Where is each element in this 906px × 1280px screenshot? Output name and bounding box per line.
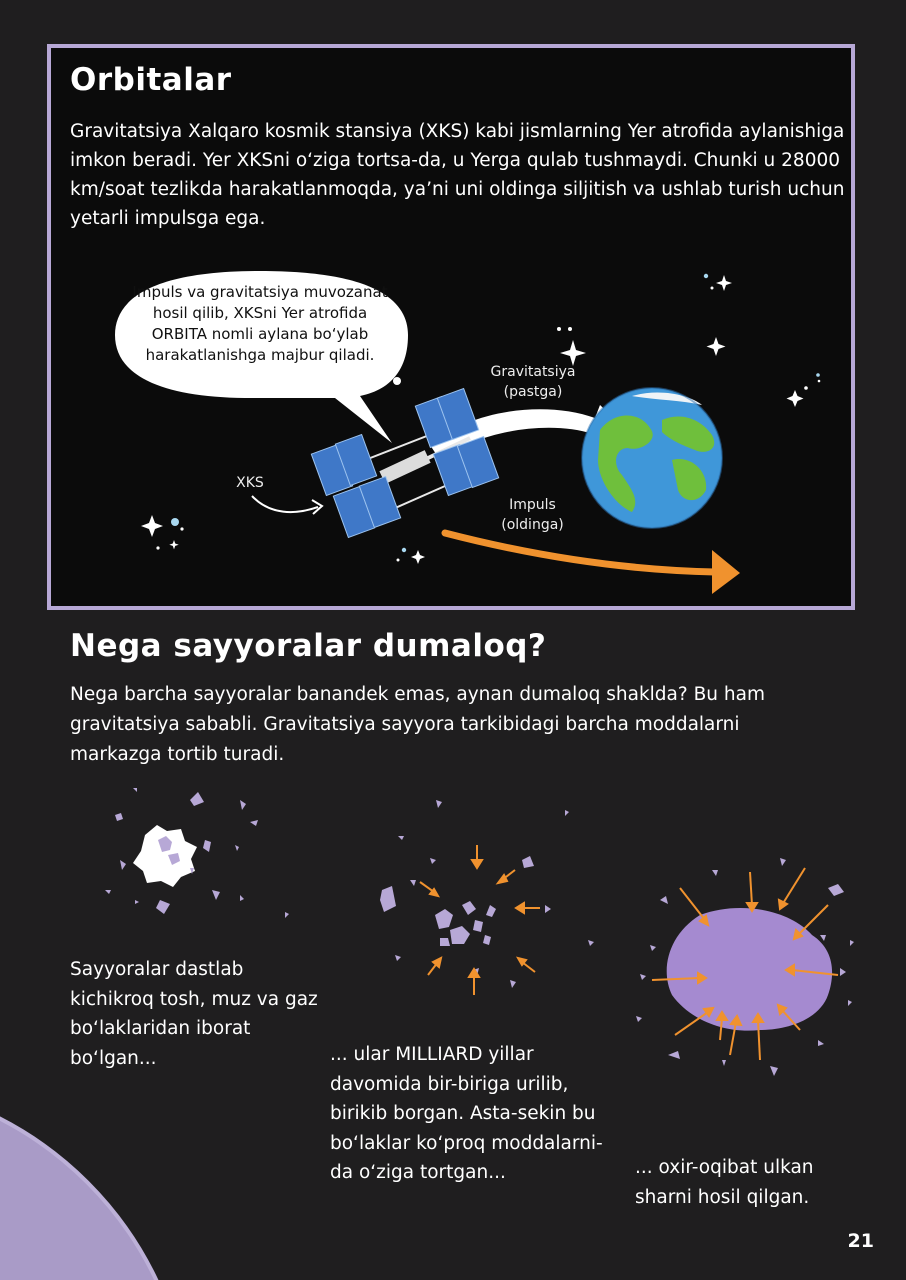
label-gravity-line1: Gravitatsiya bbox=[490, 364, 576, 380]
orbit-title: Orbitalar bbox=[70, 62, 232, 98]
label-impulse-line1: Impuls bbox=[509, 497, 556, 513]
speech-bubble-text: Impuls va gravitatsiya muvozanat hosil qilib, XKSni Yer atrofida ORBITA nomli aylana bo‘ylab harakatlanishga majbur qiladi. bbox=[132, 283, 388, 364]
label-gravity-line2: (pastga) bbox=[503, 384, 563, 400]
caption-stage-1: Sayyoralar dastlab kichikroq tosh, muz va gaz bo‘laklaridan iborat bo‘lgan... bbox=[70, 959, 318, 1069]
label-impulse-line2: (oldinga) bbox=[501, 517, 564, 533]
page-number: 21 bbox=[847, 1230, 874, 1252]
caption-stage-3: ... oxir-oqibat ulkan sharni hosil qilgan. bbox=[635, 1157, 814, 1208]
stage-3-planet bbox=[636, 858, 854, 1076]
caption-stage-2: ... ular MILLIARD yillar davomida bir-biriga urilib, birikib borgan. Asta-sekin bu bo‘laklar ko‘proq moddalarni-da o‘ziga tortgan... bbox=[330, 1044, 603, 1183]
orbit-body: Gravitatsiya Xalqaro kosmik stansiya (XKS) kabi jismlarning Yer atrofida aylanishiga imkon beradi. Yer XKSni o‘ziga tortsa-da, u Yerga qulab tushmaydi. Chunki u 28000 km/soat tezlikda harakatlanmoqda, ya’ni uni oldinga siljitish va ushlab turish uchun yetarli impulsga ega. bbox=[70, 121, 845, 229]
label-iss: XKS bbox=[236, 475, 264, 491]
stage-1-fragments bbox=[105, 788, 289, 918]
planets-title: Nega sayyoralar dumaloq? bbox=[70, 628, 547, 664]
stage-2-fragments bbox=[380, 800, 594, 988]
planets-body: Nega barcha sayyoralar banandek emas, aynan dumaloq shaklda? Bu ham gravitatsiya sababli. Gravitatsiya sayyora tarkibidagi barcha moddalarni markazga tortib turadi. bbox=[70, 684, 765, 765]
